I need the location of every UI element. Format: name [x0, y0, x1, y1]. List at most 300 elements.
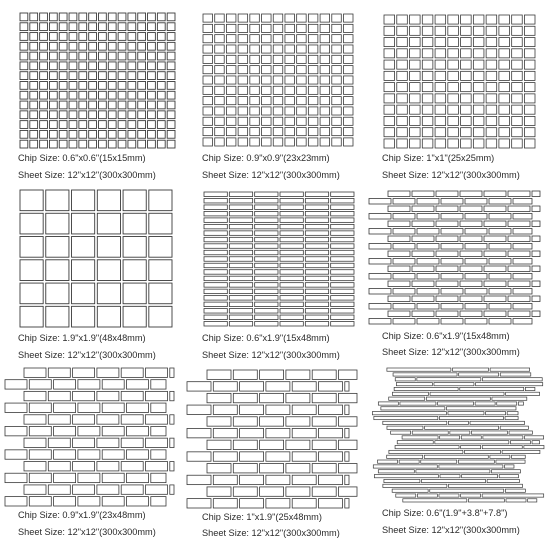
tile-chip: [280, 309, 303, 313]
sheet-size-label: Sheet Size: 12"x12"(300x300mm): [202, 350, 340, 360]
tile-chip: [59, 72, 67, 80]
tile-chip: [384, 26, 395, 35]
tile-chip: [5, 497, 27, 506]
tile-chip: [157, 33, 165, 41]
tile-chip: [229, 296, 252, 300]
tile-chip: [266, 475, 290, 484]
tile-chip: [229, 322, 252, 326]
tile-chip: [486, 94, 497, 103]
tile-chip: [262, 35, 272, 43]
tile-chip: [331, 322, 354, 326]
tile-chip: [240, 499, 264, 508]
tile-chip: [396, 494, 416, 497]
tile-chip: [5, 426, 27, 435]
tile-chip: [435, 15, 446, 24]
tile-chip: [422, 60, 433, 69]
tile-chip: [238, 107, 248, 115]
tile-chip: [148, 52, 156, 60]
tile-chip: [392, 392, 428, 395]
tile-chip: [149, 237, 172, 258]
sheet-size-label: Sheet Size: 12"x12"(300x300mm): [202, 170, 340, 180]
tile-chip: [286, 417, 310, 426]
tile-chip: [250, 138, 260, 146]
tile-chip: [49, 91, 57, 99]
tile-chip: [20, 140, 28, 148]
tile-chip: [499, 83, 510, 92]
tile-chip: [138, 13, 146, 21]
tile-chip: [460, 191, 482, 197]
tile-chip: [97, 485, 119, 494]
tile-chip: [489, 244, 511, 250]
sheet-size-label: Sheet Size: 12"x12"(300x300mm): [382, 170, 520, 180]
tile-chip: [149, 306, 172, 327]
tile-chip: [255, 198, 278, 202]
tile-chip: [108, 52, 116, 60]
tile-chip: [286, 393, 310, 402]
tile-chip: [215, 35, 225, 43]
tile-chip: [388, 296, 410, 302]
tile-chip: [499, 49, 510, 58]
chip-size-label: Chip Size: 0.6"x1.9"(15x48mm): [382, 331, 510, 341]
tile-chip: [226, 14, 236, 22]
sheet-size-label: Sheet Size: 12"x12"(300x300mm): [382, 347, 520, 357]
tile-chip: [460, 221, 482, 227]
tile-chip: [343, 128, 353, 136]
tile-chip: [108, 42, 116, 50]
tile-chip: [280, 218, 303, 222]
tile-chip: [157, 140, 165, 148]
tile-chip: [499, 60, 510, 69]
tile-chip: [273, 55, 283, 63]
tile-chip: [99, 121, 107, 129]
tile-chip: [369, 229, 391, 235]
chip-size-label: Chip Size: 0.6"(1.9"+3.8"+7.8"): [382, 508, 508, 518]
tile-chip: [305, 270, 328, 274]
tile-chip: [148, 72, 156, 80]
tile-chip: [207, 370, 231, 379]
tile-chip: [273, 97, 283, 105]
tile-chip: [123, 283, 146, 304]
tile-chip: [128, 13, 136, 21]
tile-chip: [97, 237, 120, 258]
tile-chip: [483, 436, 523, 439]
tile-chip: [54, 497, 76, 506]
tile-chip: [240, 382, 264, 391]
tile-chip: [499, 105, 510, 114]
tile-chip: [305, 302, 328, 306]
tile-chip: [260, 370, 284, 379]
tile-chip: [399, 460, 419, 463]
tile-chip: [49, 33, 57, 41]
tile-chip: [148, 140, 156, 148]
tile-chip: [292, 428, 316, 437]
tile-chip: [476, 383, 543, 386]
tile-chip: [102, 426, 124, 435]
tile-chip: [473, 128, 484, 137]
tile-chip: [229, 218, 252, 222]
tile-chip: [320, 117, 330, 125]
tile-chip: [255, 257, 278, 261]
tile-chip: [524, 26, 535, 35]
tile-chip: [157, 62, 165, 70]
tile-chip: [99, 130, 107, 138]
tile-chip: [102, 380, 124, 389]
tile-chip: [146, 415, 168, 424]
tile-chip: [505, 416, 518, 419]
tile-chip: [151, 450, 166, 459]
tile-chip: [229, 270, 252, 274]
tile-chip: [331, 289, 354, 293]
tile-chip: [30, 23, 38, 31]
tile-chip: [59, 23, 67, 31]
tile-chip: [524, 105, 535, 114]
tile-chip: [187, 428, 211, 437]
tile-chip: [285, 14, 295, 22]
tile-chip: [20, 101, 28, 109]
tile-chip: [292, 405, 316, 414]
tile-chip: [441, 199, 463, 205]
tile-chip: [320, 86, 330, 94]
tile-chip: [435, 128, 446, 137]
tile-chip: [266, 382, 290, 391]
tile-chip: [436, 251, 458, 257]
tile-chip: [72, 260, 95, 281]
tile-chip: [108, 130, 116, 138]
tile-chip: [285, 66, 295, 74]
tile-chip: [369, 274, 391, 280]
tile-chip: [128, 140, 136, 148]
tile-chip: [233, 464, 257, 473]
tile-chip: [308, 86, 318, 94]
tile-chip: [374, 416, 438, 419]
tile-chip: [262, 117, 272, 125]
tile-chip: [319, 428, 343, 437]
tile-chip: [40, 13, 48, 21]
tile-chip: [460, 311, 482, 317]
tile-chip: [320, 138, 330, 146]
tile-chip: [5, 473, 27, 482]
tile-chip: [215, 55, 225, 63]
tile-chip: [508, 206, 530, 212]
tile-chip: [384, 83, 395, 92]
tile-chip: [393, 373, 457, 376]
tile-chip: [448, 49, 459, 58]
tile-chip: [473, 71, 484, 80]
tile-chip: [40, 52, 48, 60]
tile-chip: [512, 60, 523, 69]
tile-chip: [410, 128, 421, 137]
tile-chip: [226, 138, 236, 146]
tile-chip: [441, 259, 463, 265]
tile-chip: [332, 35, 342, 43]
tile-chip: [513, 199, 532, 205]
tile-chip: [285, 55, 295, 63]
tile-chip: [151, 426, 166, 435]
tile-chip: [512, 15, 523, 24]
tile-chip: [332, 138, 342, 146]
tile-chip: [30, 91, 38, 99]
tile-chip: [422, 38, 433, 47]
tile-chip: [238, 24, 248, 32]
tile-chip: [395, 378, 415, 381]
tile-chip: [138, 42, 146, 50]
tile-chip: [524, 15, 535, 24]
tile-chip: [435, 83, 446, 92]
tile-chip: [393, 289, 415, 295]
tile-chip: [99, 42, 107, 50]
tile-chip: [89, 140, 97, 148]
tile-chip: [312, 464, 336, 473]
tile-chip: [524, 83, 535, 92]
tile-chip: [499, 15, 510, 24]
tile-chip: [461, 26, 472, 35]
tile-chip: [410, 49, 421, 58]
tile-chip: [461, 494, 481, 497]
tile-chip: [128, 91, 136, 99]
tile-chip: [204, 192, 227, 196]
tile-chip: [255, 218, 278, 222]
tile-chip: [436, 296, 458, 302]
tile-chip: [238, 86, 248, 94]
tile-chip: [99, 62, 107, 70]
tile-chip: [393, 259, 415, 265]
tile-chip: [203, 24, 213, 32]
tile-chip: [319, 382, 343, 391]
tile-chip: [412, 281, 434, 287]
tile-chip: [416, 470, 490, 473]
tile-chip: [204, 302, 227, 306]
tile-chip: [465, 199, 487, 205]
tile-chip: [157, 111, 165, 119]
tile-chip: [20, 213, 43, 234]
tile-chip: [448, 71, 459, 80]
tile-chip: [148, 91, 156, 99]
tile-chip: [422, 116, 433, 125]
tile-chip: [215, 45, 225, 53]
tile-chip: [128, 130, 136, 138]
tile-chip: [305, 250, 328, 254]
tile-chip: [286, 370, 310, 379]
tile-chip: [29, 473, 51, 482]
tile-chip: [280, 244, 303, 248]
tile-chip: [127, 426, 149, 435]
tile-chip: [138, 121, 146, 129]
tile-chip: [204, 224, 227, 228]
tile-chip: [167, 101, 175, 109]
tile-chip: [59, 42, 67, 50]
tile-chip: [48, 368, 70, 377]
tile-chip: [108, 33, 116, 41]
tile-chip: [255, 250, 278, 254]
tile-chip: [229, 257, 252, 261]
tile-chip: [508, 281, 530, 287]
panel-random-strips: [372, 368, 544, 502]
tile-chip: [331, 283, 354, 287]
tile-chip: [204, 283, 227, 287]
tile-chip: [238, 76, 248, 84]
tile-chip: [40, 101, 48, 109]
tile-chip: [292, 452, 316, 461]
tile-chip: [46, 283, 69, 304]
tile-chip: [118, 82, 126, 90]
tile-chip: [226, 107, 236, 115]
tile-chip: [484, 206, 506, 212]
tile-chip: [439, 416, 503, 419]
tile-chip: [97, 283, 120, 304]
tile-chip: [157, 72, 165, 80]
tile-chip: [204, 250, 227, 254]
tile-chip: [167, 82, 175, 90]
tile-chip: [525, 387, 535, 390]
tile-chip: [280, 315, 303, 319]
tile-chip: [215, 86, 225, 94]
tile-chip: [312, 487, 336, 496]
tile-chip: [285, 24, 295, 32]
tile-chip: [532, 191, 540, 197]
tile-chip: [203, 45, 213, 53]
tile-chip: [308, 117, 318, 125]
tile-chip: [513, 289, 532, 295]
tile-chip: [118, 111, 126, 119]
tile-chip: [512, 71, 523, 80]
tile-chip: [229, 276, 252, 280]
tile-chip: [410, 38, 421, 47]
tile-chip: [40, 91, 48, 99]
tile-chip: [285, 86, 295, 94]
tile-chip: [308, 107, 318, 115]
tile-chip: [48, 391, 70, 400]
tile-chip: [72, 283, 95, 304]
tile-chip: [486, 128, 497, 137]
tile-chip: [512, 38, 523, 47]
tile-chip: [49, 13, 57, 21]
tile-chip: [421, 460, 457, 463]
tile-chip: [422, 26, 433, 35]
tile-chip: [331, 315, 354, 319]
tile-chip: [496, 460, 525, 463]
tile-chip: [305, 296, 328, 300]
tile-chip: [59, 91, 67, 99]
tile-chip: [203, 138, 213, 146]
chip-size-label: Chip Size: 0.6"x1.9"(15x48mm): [202, 333, 330, 343]
tile-chip: [59, 121, 67, 129]
tile-chip: [331, 198, 354, 202]
tile-chip: [384, 116, 395, 125]
tile-chip: [465, 214, 487, 220]
tile-chip: [118, 23, 126, 31]
tile-chip: [118, 52, 126, 60]
tile-chip: [512, 83, 523, 92]
tile-chip: [226, 24, 236, 32]
tile-chip: [138, 33, 146, 41]
chip-size-label: Chip Size: 0.9"x0.9"(23x23mm): [202, 153, 330, 163]
tile-chip: [255, 315, 278, 319]
tile-chip: [213, 428, 237, 437]
tile-chip: [203, 66, 213, 74]
tile-chip: [305, 257, 328, 261]
tile-chip: [486, 38, 497, 47]
tile-chip: [266, 405, 290, 414]
tile-chip: [506, 499, 526, 502]
tile-chip: [393, 199, 415, 205]
tile-chip: [215, 117, 225, 125]
tile-chip: [440, 475, 460, 478]
tile-chip: [280, 198, 303, 202]
tile-chip: [138, 111, 146, 119]
tile-chip: [167, 130, 175, 138]
tile-chip: [40, 111, 48, 119]
tile-chip: [397, 26, 408, 35]
tile-chip: [461, 38, 472, 47]
tile-chip: [121, 391, 143, 400]
tile-chip: [331, 231, 354, 235]
tile-chip: [292, 475, 316, 484]
tile-chip: [240, 452, 264, 461]
tile-chip: [59, 140, 67, 148]
tile-chip: [24, 438, 46, 447]
tile-chip: [72, 306, 95, 327]
tile-chip: [121, 368, 143, 377]
tile-chip: [305, 198, 328, 202]
tile-chip: [492, 397, 527, 400]
tile-chip: [73, 462, 95, 471]
tile-chip: [512, 49, 523, 58]
tile-chip: [167, 23, 175, 31]
tile-chip: [500, 426, 528, 429]
tile-chip: [448, 60, 459, 69]
tile-chip: [46, 260, 69, 281]
tile-chip: [439, 494, 459, 497]
tile-chip: [78, 473, 100, 482]
tile-chip: [499, 128, 510, 137]
tile-chip: [397, 116, 408, 125]
tile-chip: [331, 257, 354, 261]
tile-chip: [280, 263, 303, 267]
tile-chip: [123, 306, 146, 327]
tile-chip: [157, 101, 165, 109]
tile-chip: [285, 45, 295, 53]
tile-chip: [73, 438, 95, 447]
tile-chip: [285, 35, 295, 43]
tile-chip: [524, 49, 535, 58]
tile-chip: [229, 231, 252, 235]
tile-chip: [345, 428, 349, 437]
tile-chip: [207, 393, 231, 402]
tile-chip: [69, 91, 77, 99]
tile-chip: [280, 250, 303, 254]
tile-chip: [157, 52, 165, 60]
panel-stacked-strips: [204, 192, 354, 326]
tile-chip: [40, 140, 48, 148]
tile-chip: [465, 229, 487, 235]
tile-chip: [422, 71, 433, 80]
tile-chip: [410, 15, 421, 24]
tile-chip: [204, 244, 227, 248]
tile-chip: [297, 45, 307, 53]
tile-chip: [138, 130, 146, 138]
tile-chip: [462, 475, 498, 478]
tile-chip: [89, 91, 97, 99]
chip-size-label: Chip Size: 0.9"x1.9"(23x48mm): [18, 510, 146, 520]
tile-chip: [308, 66, 318, 74]
tile-chip: [20, 42, 28, 50]
tile-chip: [215, 14, 225, 22]
tile-chip: [417, 378, 481, 381]
chip-size-label: Chip Size: 0.6"x0.6"(15x15mm): [18, 153, 146, 163]
tile-chip: [215, 66, 225, 74]
tile-chip: [123, 190, 146, 211]
tile-chip: [436, 311, 458, 317]
